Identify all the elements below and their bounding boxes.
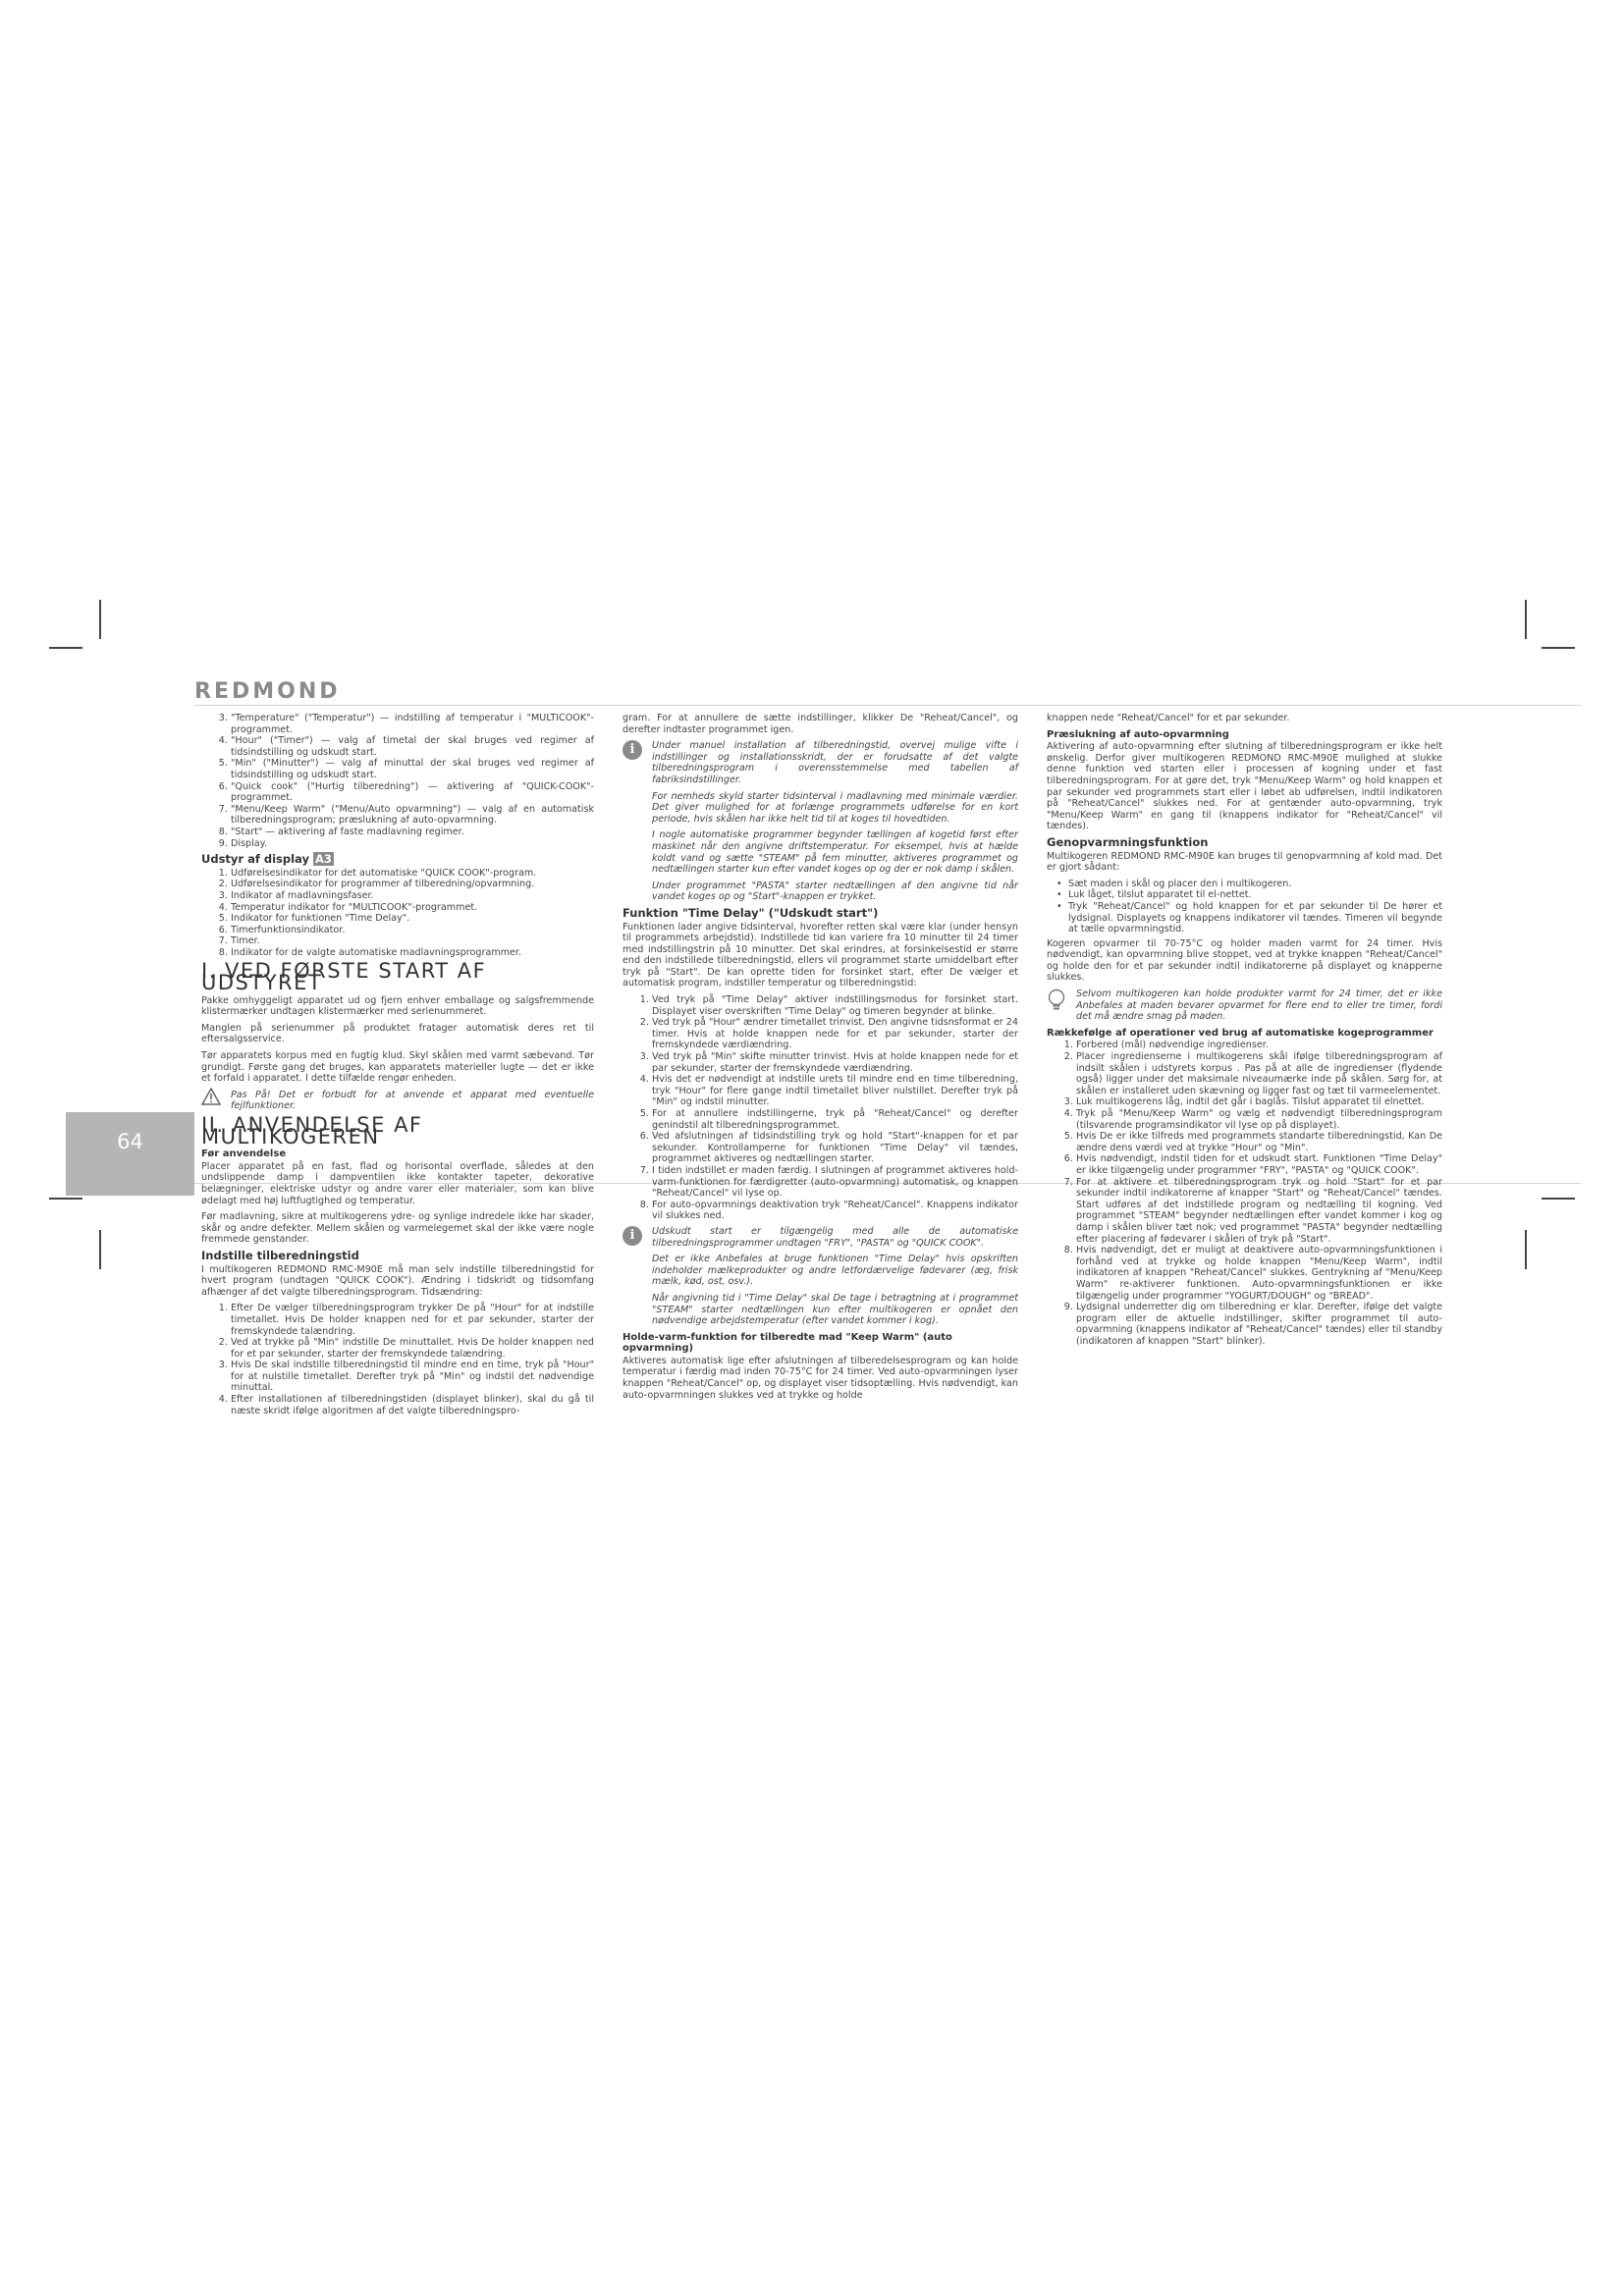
list-item: 8. Indikator for de valgte automatiske madlavningsprogrammer. [231,947,594,959]
list-item: 1. Ved tryk på "Time Delay" aktiver indstillingsmodus for forsinket start. Displayet viser overskriften "Time Delay" og timeren begynder at blinke. [652,994,1018,1017]
list-item: 5. Indikator for funktionen "Time Delay". [231,913,594,925]
list-item: 3. Ved tryk på "Min" skifte minutter trinvist. Hvis at holde knappen nede for et par sekunder, starter der fremskyndede værdiændring. [652,1051,1018,1074]
paragraph: I multikogeren REDMOND RMC-M90E må man selv indstille tilberedningstid for hvert program (undtagen "QUICK COOK"). Ændring i tidskridt og tidsomfang afhænger af det valgte tilberedningsprogram. Tidsændring: [201,1263,594,1298]
paragraph: Pakke omhyggeligt apparatet ud og fjern enhver emballage og salgsfremmende klistermærker undtagen klistermærker med serienummeret. [201,994,594,1018]
list-item: 3. Indikator af madlavningsfaser. [231,890,594,902]
display-list [201,868,594,959]
note-text: For nemheds skyld starter tidsinterval i madlavning med minimale værdier. Det giver mulighed for at forlænge programmets udførelse for en kort periode, hvis skålen har ikke helt tid til at koges til hovedtiden. [652,790,1018,825]
subheading: Holde-varm-funktion for tilberedte mad "Keep Warm" (auto opvarmning) [623,1331,952,1355]
paragraph: Multikogeren REDMOND RMC-M90E kan bruges til genopvarmning af kold mad. Det er gjort sådant: [1047,850,1442,874]
subheading: Funktion "Time Delay" ("Udskudt start") [623,905,879,920]
list-item: 7. I tiden indstillet er maden færdig. I slutningen af programmet aktiveres hold-varm-funktionen for færdigretter (auto-opvarmning) automatisk, og knappen "Reheat/Cancel" vil lyse op. [652,1165,1018,1200]
subheading: Rækkefølge af operationer ved brug af automatiske kogeprogrammer [1047,1027,1434,1039]
paragraph: Aktiveres automatisk lige efter afslutningen af tilberedelsesprogram og kan holde temperatur i færdig mad inden 70-75°C for 24 timer. Ved auto-opvarmningen lyser knappen "Reheat/Cancel" op, og displayet viser tidsoptælling. Hvis nødvendigt, kan auto-opvarmningen slukkes ved at trykke og holde [623,1355,1018,1401]
display-heading [201,854,594,866]
list-item: 9. Display. [231,838,594,850]
header-rule [194,705,1581,706]
list-item: 4. Hvis det er nødvendigt at indstille urets til mindre end en time tilberedning, tryk "Hour" for flere gange indtil timetallet bliver nulstillet. Derefter tryk på "Min" og indstil minutter. [652,1074,1018,1108]
list-item: 4. Temperatur indikator for "MULTICOOK"-programmet. [231,902,594,914]
list-item: 4. "Hour" ("Timer") — valg af timetal der skal bruges ved regimer af tidsindstilling og udskudt start. [231,735,594,758]
note-text: Under manuel installation af tilberedningstid, overvej mulige vifte i indstillinger og installationsskridt, der er forudsatte af det valgte tilberedningsprogram i overensstemmelse med tabellen af fabriksindstillinger. [652,740,1018,785]
list-item: 6. Ved afslutningen af tidsindstilling tryk og hold "Start"-knappen for et par sekunder. Kontrollamperne for funktionen "Time Delay" vil tændes, programmet aktiveres og nedtællingen starter. [652,1131,1018,1165]
list-item: 8. For auto-opvarmnings deaktivation tryk "Reheat/Cancel". Knappens indikator vil slukkes ned. [652,1200,1018,1222]
list-item: 4. Efter installationen af tilberedningstiden (displayet blinker), skal du gå til næste skridt ifølge algoritmen af det valgte tilberedningspro- [231,1394,594,1416]
list-item: 1. Efter De vælger tilberedningsprogram trykker De på "Hour" for at indstille timetallet. Hvis De holder knappen ned for et par sekunder, starter der fremskyndede talændring. [231,1303,594,1337]
list-item: 5. Hvis De er ikke tilfreds med programmets standarte tilberedningstid, Kan De ændre dens værdi ved at trykke "Hour" og "Min". [1076,1131,1442,1153]
warning-icon [201,1088,221,1105]
list-item: 7. For at aktivere et tilberedningsprogram tryk og hold "Start" for et par sekunder indtil indikatorerne af knapper "Start" og "Reheat/Cancel" tændes. Start udføres af det indstillede program og nedtælling til kogning. Ved programmet "STEAM" begynder nedtællingen efter vandet kommer i kog og damp i skålen bliver tæt nok; ved programmet "PASTA" begynder nedtælling efter placering af fødevarer i skålen of tryk på "Start". [1076,1177,1442,1246]
crop-mark [99,600,101,639]
info-note [623,1226,1018,1327]
list-item: 8. Hvis nødvendigt, det er muligt at deaktivere auto-opvarmningsfunktionen i forhånd ved at trykke og holde knappen "Menu/Keep Warm", indtil indikatoren af knappen "Reheat/Cancel" slukkes. Gentrykning af "Menu/Keep Warm" re-aktiverer funktionen. Auto-opvarmningsfunktionen er ikke tilgængelig under programmer "YOGURT/DOUGH" og "BREAD". [1076,1245,1442,1302]
column-left [201,713,594,1420]
list-item: 2. Placer ingredienserne i multikogerens skål ifølge tilberedningsprogram af indsilt skålen i udstyrets korpus . Pas på at alle de ingredienser (flydende også) ligger under det maksimale niveaumærke inde på skålen. Sørg for, at skålen er installeret uden skævning og ligger fast og tæt til varmeelementet. [1076,1051,1442,1096]
crop-mark [49,1198,82,1200]
order-steps [1047,1040,1442,1347]
subheading: Præslukning af auto-opvarmning [1047,728,1229,740]
paragraph: Før madlavning, sikre at multikogerens ydre- og synlige indredele ikke har skader, skår og andre defekter. Mellem skålen og varmelegemet skal der ikke være nogle fremmede genstander. [201,1211,594,1246]
tip-text: Selvom multikogeren kan holde produkter varmt for 24 timer, det er ikke Anbefales at maden bevarer opvarmet for flere end to eller tre timer, fordi det må ændre smag på maden. [1076,988,1442,1023]
column-right [1047,713,1442,1351]
list-item: • Luk låget, tilslut apparatet til el-nettet. [1068,889,1442,901]
list-item: • Sæt maden i skål og placer den i multikogeren. [1068,879,1442,890]
list-item: 1. Udførelsesindikator for det automatiske "QUICK COOK"-program. [231,868,594,880]
subheading: Før anvendelse [201,1148,287,1160]
page-number: 64 [117,1130,143,1153]
info-icon: i [623,1226,642,1246]
list-item: 5. "Min" ("Minutter") — valg af minuttal der skal bruges ved regimer af tidsindstilling og udskudt start. [231,758,594,780]
controls-list-continued [201,713,594,849]
crop-mark [1525,600,1527,639]
note-text: Udskudt start er tilgængelig med alle de automatiske tilberedningsprogrammer undtagen "FRY", "PASTA" og "QUICK COOK". [652,1225,1018,1249]
figure-badge: A3 [314,852,332,867]
set-time-steps [201,1303,594,1416]
list-item: 3. Luk multikogerens låg, indtil det går i baglås. Tilslut apparatet til elnettet. [1076,1096,1442,1108]
paragraph: gram. For at annullere de sætte indstillinger, klikker De "Reheat/Cancel", og derefter indtaster programmet igen. [623,713,1018,735]
list-item: 4. Tryk på "Menu/Keep Warm" og vælg et nødvendigt tilberedningsprogram (tilsvarende programsindikator vil lyse op på displayet). [1076,1108,1442,1131]
warning-note [201,1090,594,1112]
lightbulb-icon [1047,988,1066,1012]
page-number-tab [66,1112,194,1196]
note-text: I nogle automatiske programmer begynder tællingen af kogetid først efter maskinet når den angivne driftstemperatur. For eksempel, hvis at hælde koldt vand og sætte "STEAM" på fem minutter, aktiveres programmet og nedtællingen starter kun efter vandet koges op og der er nok damp i skålen. [652,829,1018,876]
subheading: Genopvarmningsfunktion [1047,834,1209,849]
display-heading-text: Udstyr af display [201,852,309,867]
list-item: 9. Lydsignal underretter dig om tilberedning er klar. Derefter, ifølge det valgte program eller de aktuelle indstillinger, skifter programmet til auto-opvarmning (knappens indikator af "Reheat/Cancel" tændes) eller til standby (indikatoren af knappen "Start" blinker). [1076,1302,1442,1347]
subheading: Indstille tilberedningstid [201,1248,359,1262]
delay-steps [623,994,1018,1222]
list-item: 1. Forbered (mål) nødvendige ingredienser. [1076,1040,1442,1051]
warning-text: Pas På! Det er forbudt for at anvende et apparat med eventuelle fejlfunktioner. [231,1089,594,1112]
paragraph: knappen nede "Reheat/Cancel" for et par sekunder. [1047,713,1290,723]
crop-mark [99,1230,101,1269]
crop-mark [1542,647,1575,649]
paragraph: Tør apparatets korpus med en fugtig klud. Skyl skålen med varmt sæbevand. Tør grundigt. Første gang det bruges, kan apparatets materieller lugte — det er ikke et forfald i apparatet. I dette tilfælde rengør enheden. [201,1050,594,1085]
list-item: 2. Ved at trykke på "Min" indstille De minuttallet. Hvis De holder knappen ned for et par sekunder, starter der fremskyndede talændring. [231,1337,594,1360]
crop-mark [49,647,82,649]
paragraph: Manglen på serienummer på produktet fratager automatisk deres ret til eftersalgsservice. [201,1022,594,1045]
paragraph: Funktionen lader angive tidsinterval, hvorefter retten skal være klar (under hensyn til programmets arbejdstid). Indstillede tid kan variere fra 10 minutter til 24 timer med indstillingstrin på 10 minutter. Det skal erindres, at forsinkelsestid er større end den indstillede tilberedningstid, ellers vil programmet starte umiddelbart efter tryk på "Start". De kan oprette tiden for forsinket start, efter De vælger et automatisk program, indstiller temperatur og tilberedningstid: [623,921,1018,989]
list-item: 3. "Temperature" ("Temperatur") — indstilling af temperatur i "MULTICOOK"-programmet. [231,713,594,735]
note-text: Det er ikke Anbefales at bruge funktionen "Time Delay" hvis opskriften indeholder mælkeprodukter og andre letfordærvelige fødevarer (æg, frisk mælk, kød, ost, osv.). [652,1254,1018,1288]
section-title: I. VED FØRSTE START AF UDSTYRET [201,959,487,995]
list-item: 2. Udførelsesindikator for programmer af tilberedning/opvarmning. [231,879,594,890]
info-note [623,740,1018,903]
list-item: 6. "Quick cook" ("Hurtig tilberedning") — aktivering af "QUICK-COOK"-programmet. [231,781,594,804]
paragraph: Kogeren opvarmer til 70-75°C og holder maden varmt for 24 timer. Hvis nødvendigt, kan opvarmning blive stoppet, ved at trykke knappen "Reheat/Cancel" og holde den for et par sekunder indtil indikatorerne på displayet og knapperne slukkes. [1047,937,1442,984]
info-icon: i [623,740,642,760]
tip-note [1047,988,1442,1023]
list-item: 7. "Menu/Keep Warm" ("Menu/Auto opvarmning") — valg af en automatisk tilberedningsprogram; præslukning af auto-opvarmning. [231,804,594,827]
list-item: 8. "Start" — aktivering af faste madlavning regimer. [231,827,594,838]
list-item: 2. Ved tryk på "Hour" ændrer timetallet trinvist. Den angivne tidsnsformat er 24 timer. Hvis at holde knappen nede for et par sekunder, starter der fremskyndede værdiændring. [652,1017,1018,1051]
crop-mark [1525,1230,1527,1269]
list-item: 3. Hvis De skal indstille tilberedningstid til mindre end en time, tryk på "Hour" for at nulstille timetallet. Derefter tryk på "Min" og indstil det nødvendige minuttal. [231,1360,594,1394]
list-item: 6. Hvis nødvendigt, indstil tiden for et udskudt start. Funktionen "Time Delay" er ikke tilgængelig under programmer "FRY", "PASTA" og "QUICK COOK". [1076,1153,1442,1176]
list-item: 6. Timerfunktionsindikator. [231,925,594,936]
paragraph: Placer apparatet på en fast, flad og horisontal overflade, således at den undslippende damp i dampventilen ikke kontakter tapeter, dekorative belægninger, elektriske udstyr og andre varer eller materialer, som kan blive ødelagt med høj luftfugtighed og temperatur. [201,1160,594,1206]
brand-logo: REDMOND [194,679,341,704]
column-middle [623,713,1018,1406]
list-item: • Tryk "Reheat/Cancel" og hold knappen for et par sekunder til De hører et lydsignal. Displayets og knappens indikatorer vil tændes. Timeren vil begynde at tælle opvarmningstid. [1068,901,1442,935]
paragraph: Aktivering af auto-opvarmning efter slutning af tilberedningsprogram er ikke helt ønskelig. Derfor giver multikogeren REDMOND RMC-M90E mulighed at slukke denne funktion ved starten eller i processen af kogning under et fast tilberedningsprogram. For at gøre det, tryk "Menu/Keep Warm" og hold knappen et par sekunder ved programmets start eller i løbet ab udførelsen, indtil indikatoren på "Reheat/Cancel" slukkes ned. For at gentænder auto-opvarmning, tryk "Menu/Keep Warm" en gang til (knappens indikator for "Reheat/Cancel" vil tændes). [1047,741,1442,832]
crop-mark [1542,1198,1575,1200]
section-title: II. ANVENDELSE AF MULTIKOGEREN [201,1113,423,1148]
list-item: 5. For at annullere indstillingerne, tryk på "Reheat/Cancel" og derefter genindstil alt tilberedningsprogrammet. [652,1108,1018,1131]
reheat-bullets [1047,879,1442,935]
note-text: Under programmet "PASTA" starter nedtællingen af den angivne tid når vandet koges op og "Start"-knappen er trykket. [652,880,1018,903]
note-text: Når angivning tid i "Time Delay" skal De tage i betragtning at i programmet "STEAM" starter nedtællingen kun efter multikogeren er opnået den nødvendige arbejdstemperatur (efter vandet kommer i kog). [652,1292,1018,1327]
list-item: 7. Timer. [231,935,594,947]
